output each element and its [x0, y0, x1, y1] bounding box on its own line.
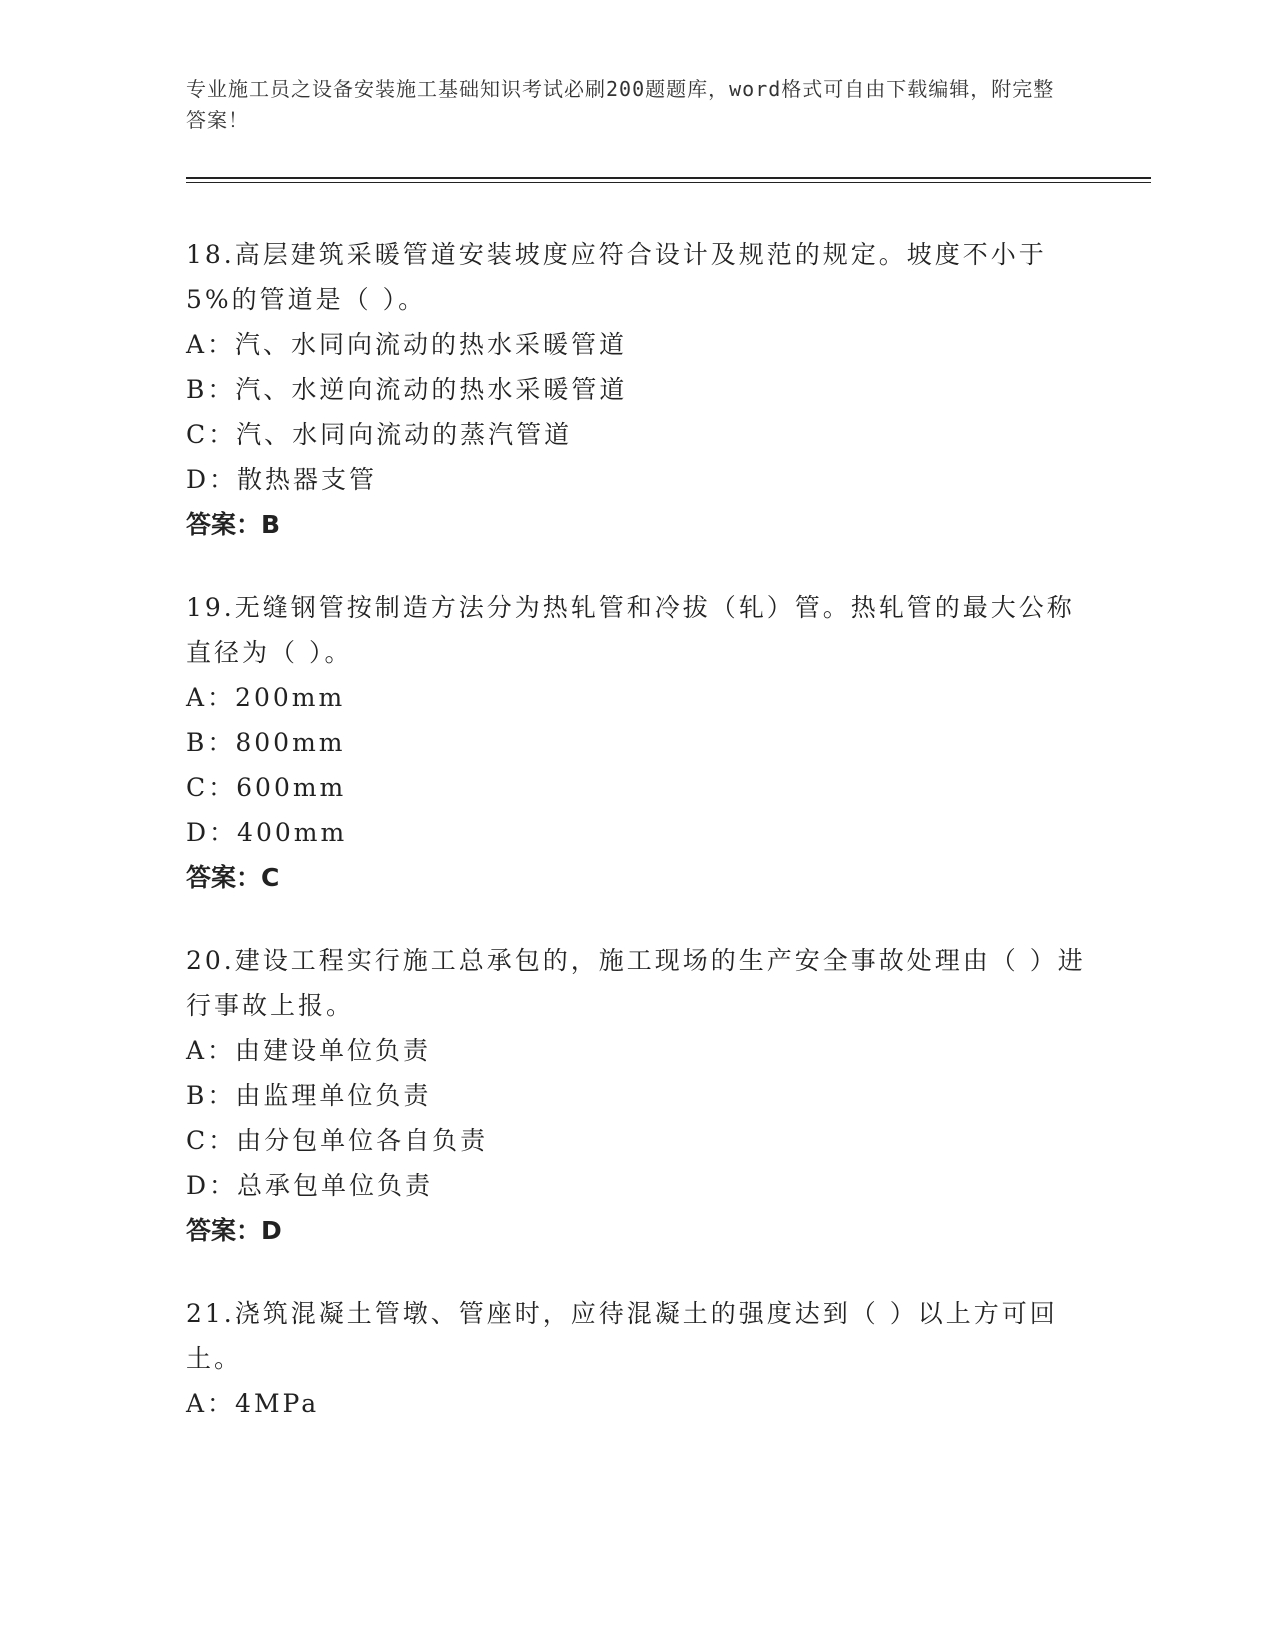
option-b: B：由监理单位负责	[186, 1081, 432, 1110]
option-a: A：4MPa	[186, 1389, 320, 1418]
question-20	[186, 938, 1086, 1253]
option-d: D：总承包单位负责	[186, 1171, 434, 1200]
option-a: A：200mm	[186, 683, 346, 712]
question-18	[186, 232, 1086, 547]
header-divider-thin	[186, 182, 1151, 183]
question-stem: 19.无缝钢管按制造方法分为热轧管和冷拔（轧）管。热轧管的最大公称直径为（ ）。	[186, 593, 1075, 667]
option-a: A：由建设单位负责	[186, 1036, 432, 1065]
question-stem: 18.高层建筑采暖管道安装坡度应符合设计及规范的规定。坡度不小于5%的管道是（ ）。	[186, 240, 1047, 314]
option-c: C：600mm	[186, 773, 347, 802]
option-d: D：400mm	[186, 818, 348, 847]
answer: 答案：D	[186, 1216, 282, 1245]
header-divider-thick	[186, 177, 1151, 179]
document-header: 专业施工员之设备安装施工基础知识考试必刷200题题库，word格式可自由下载编辑，附完整答案！	[186, 77, 1055, 132]
option-c: C：由分包单位各自负责	[186, 1126, 489, 1155]
option-d: D：散热器支管	[186, 465, 378, 494]
option-b: B：800mm	[186, 728, 346, 757]
question-stem: 20.建设工程实行施工总承包的，施工现场的生产安全事故处理由（ ）进行事故上报。	[186, 946, 1086, 1020]
question-list	[186, 232, 1086, 1464]
question-21	[186, 1291, 1086, 1426]
question-stem: 21.浇筑混凝土管墩、管座时，应待混凝土的强度达到（ ）以上方可回土。	[186, 1299, 1058, 1373]
option-a: A：汽、水同向流动的热水采暖管道	[186, 330, 628, 359]
answer: 答案：B	[186, 510, 281, 539]
answer: 答案：C	[186, 863, 280, 892]
option-c: C：汽、水同向流动的蒸汽管道	[186, 420, 573, 449]
option-b: B：汽、水逆向流动的热水采暖管道	[186, 375, 628, 404]
question-19	[186, 585, 1086, 900]
